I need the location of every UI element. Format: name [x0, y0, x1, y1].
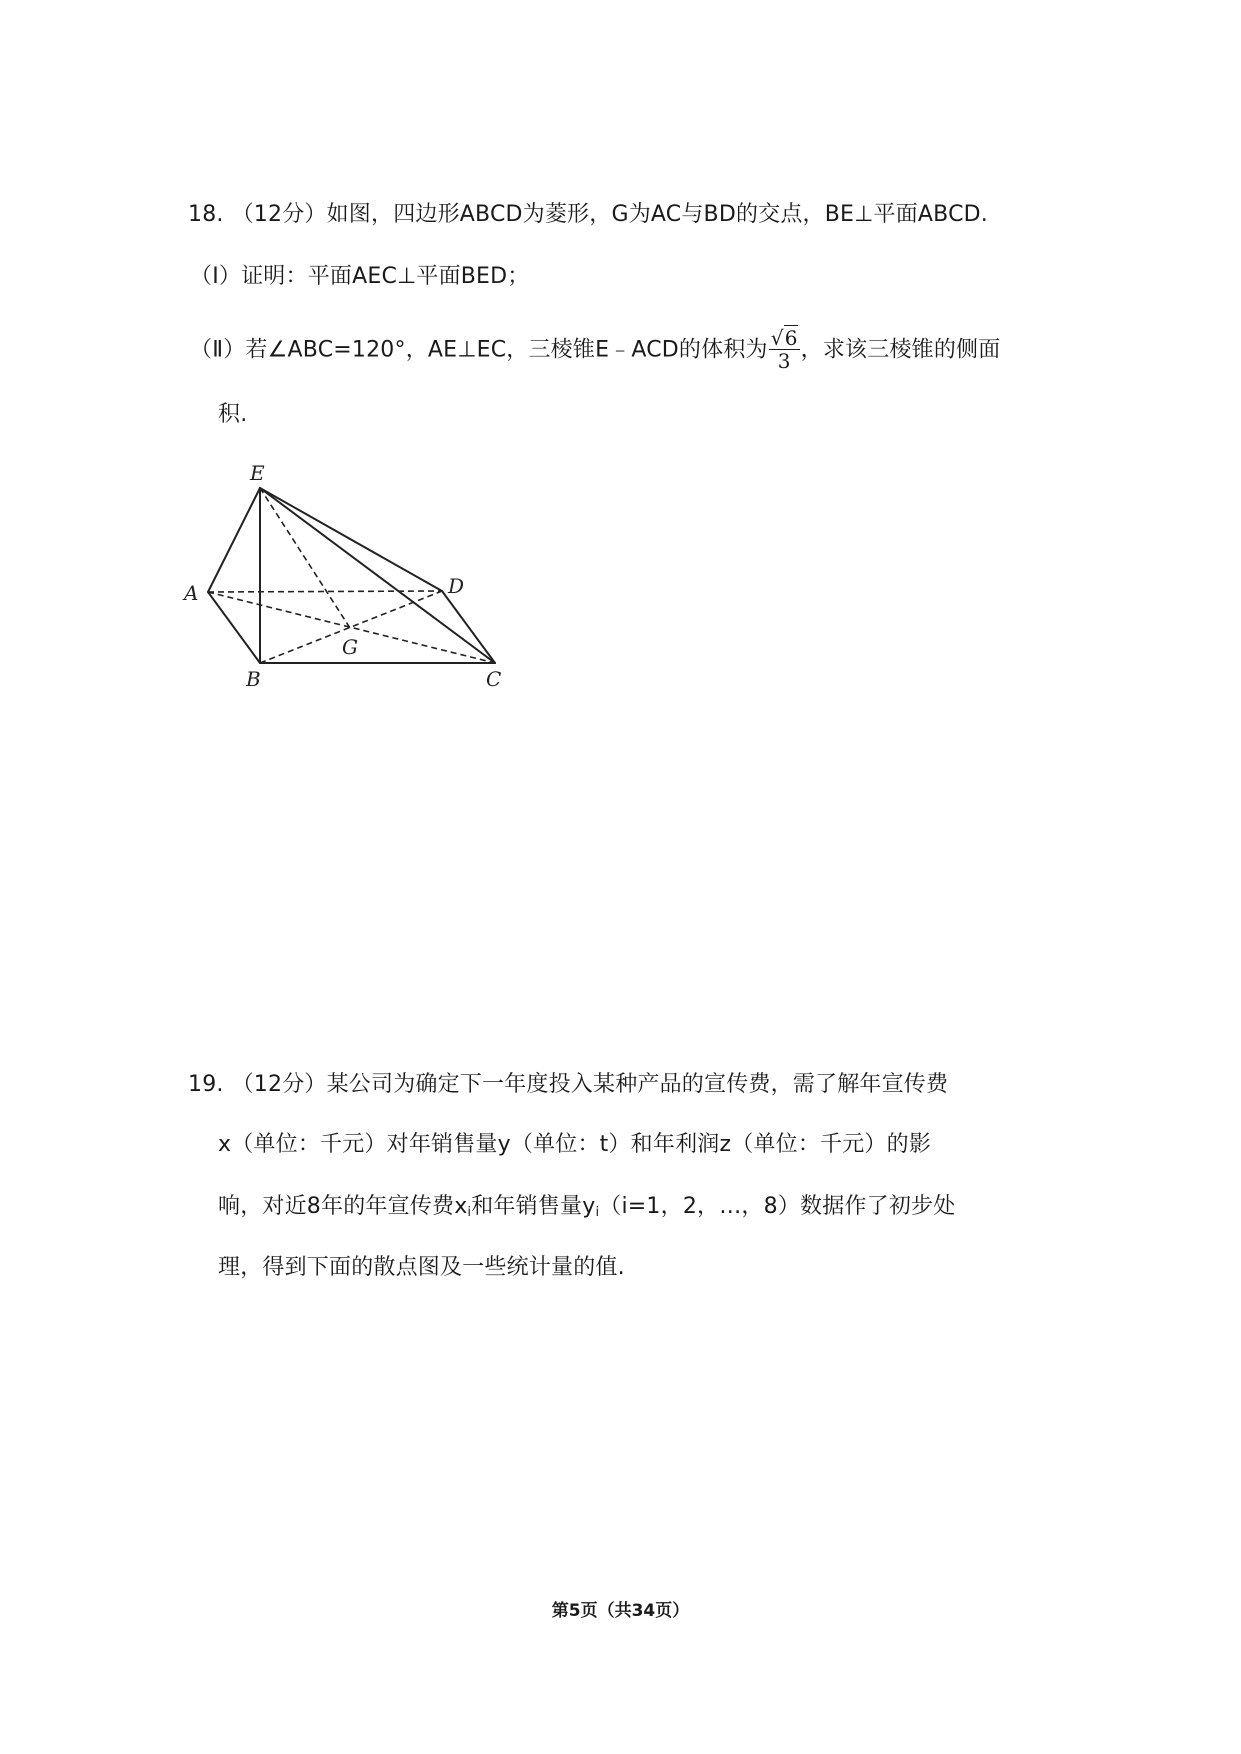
q19-line-4: 理，得到下面的散点图及一些统计量的值. — [218, 1255, 625, 1280]
q18-stem-line — [188, 200, 988, 230]
fraction-denominator: 3 — [777, 349, 791, 373]
sqrt-radicand: 6 — [784, 326, 798, 350]
q18-part2-line — [190, 328, 1000, 373]
subscript-i: i — [595, 1205, 600, 1220]
q19-number: 19. — [188, 1072, 224, 1097]
q19-line-3 — [218, 1192, 955, 1222]
q18-stem: 如图，四边形ABCD为菱形，G为AC与BD的交点，BE⊥平面ABCD. — [326, 202, 988, 227]
q19-line1-text: 某公司为确定下一年度投入某种产品的宣传费，需了解年宣传费 — [326, 1072, 949, 1097]
fraction-numerator: √6 — [770, 326, 798, 350]
q18-part2-continuation: 积. — [218, 402, 248, 427]
q19-line3-b: 和年销售量y — [471, 1194, 596, 1219]
q18-part2-after: ，求该三棱锥的侧面 — [800, 337, 1001, 363]
q19-line3-a: 响，对近8年的年宣传费x — [218, 1194, 468, 1219]
label-A: A — [184, 581, 199, 605]
edge-DC — [442, 591, 495, 663]
edge-ED — [260, 488, 442, 591]
vertex-labels — [182, 461, 501, 691]
volume-fraction — [769, 327, 800, 372]
page-footer: 第5页（共34页） — [551, 1601, 690, 1621]
label-D: D — [448, 574, 465, 598]
q18-number: 18. — [188, 202, 224, 227]
label-B: B — [246, 667, 261, 691]
q19-line-1 — [188, 1070, 948, 1100]
q19-line3-c: （i=1，2，…，8）数据作了初步处 — [599, 1194, 956, 1219]
edge-EG — [260, 488, 350, 628]
edge-AD — [208, 591, 442, 592]
label-E: E — [250, 461, 265, 485]
pyramid-diagram — [180, 455, 520, 695]
q18-part1: （Ⅰ）证明：平面AEC⊥平面BED； — [190, 264, 530, 289]
label-C: C — [486, 667, 502, 691]
q18-score: （12分） — [231, 202, 327, 227]
label-G: G — [342, 635, 358, 659]
edge-EA — [208, 488, 260, 592]
pyramid-figure — [180, 455, 520, 695]
q19-line-2: x（单位：千元）对年销售量y（单位：t）和年利润z（单位：千元）的影 — [218, 1132, 932, 1157]
subscript-i: i — [467, 1205, 472, 1220]
q18-part2-before: （Ⅱ）若∠ABC=120°，AE⊥EC，三棱锥E﹣ACD的体积为 — [190, 337, 768, 363]
q19-score: （12分） — [231, 1072, 327, 1097]
